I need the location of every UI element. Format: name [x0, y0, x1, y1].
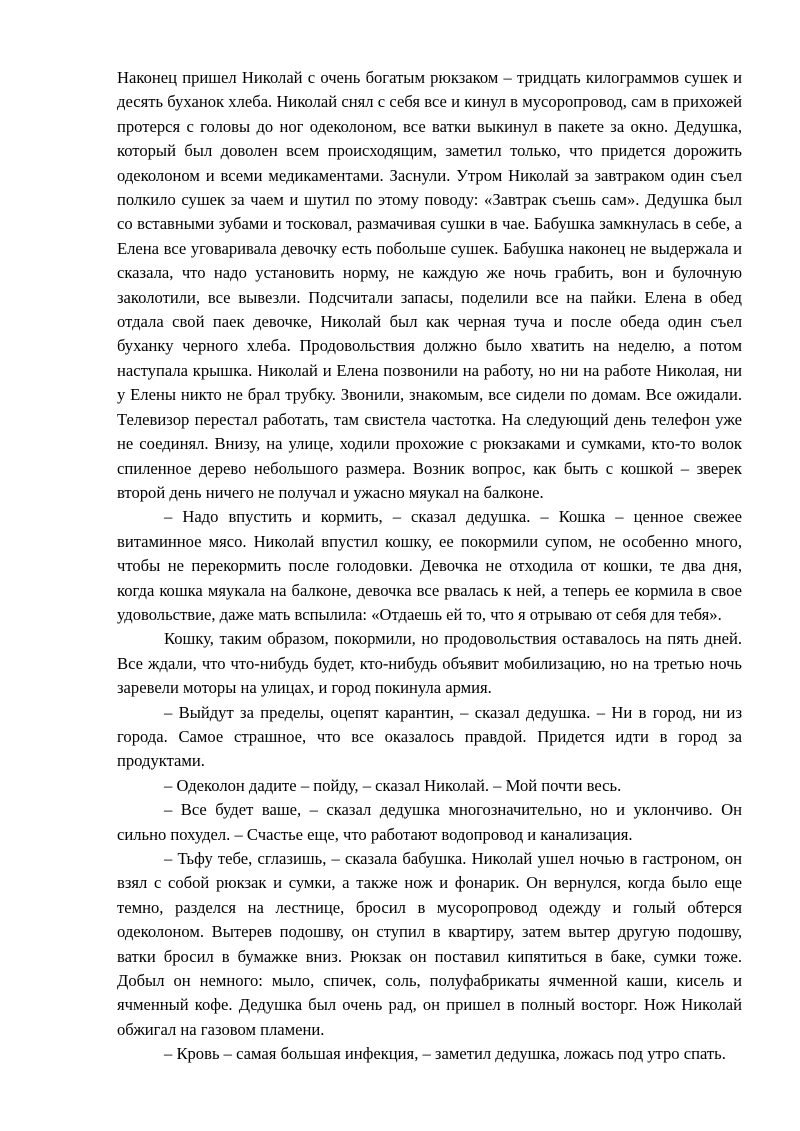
paragraph-8: – Кровь – самая большая инфекция, – заметил дедушка, ложась под утро спать. [164, 1044, 726, 1064]
paragraph-6: – Все будет ваше, – сказал дедушка многозначительно, но и уклончиво. Он сильно похудел. – Счастье еще, что работают водопровод и канализация. [117, 800, 742, 844]
paragraph-3: Кошку, таким образом, покормили, но продовольствия оставалось на пять дней. Все ждали, что что-нибудь будет, кто-нибудь объявит мобилизацию, но на третью ночь заревели моторы на улицах, и город покинула армия. [117, 629, 742, 698]
document-page [117, 66, 742, 1067]
paragraph-4: – Выйдут за пределы, оцепят карантин, – сказал дедушка. – Ни в город, ни из города. Самое страшное, что все оказалось правдой. Придется идти в город за продуктами. [117, 702, 742, 771]
paragraph-7: – Тьфу тебе, сглазишь, – сказала бабушка. Николай ушел ночью в гастроном, он взял с собой рюкзак и сумки, а также нож и фонарик. Он вернулся, когда было еще темно, разделся на лестнице, бросил в мусоропровод одежду и голый обтерся одеколоном. Вытерев подошву, он ступил в квартиру, затем вытер другую подошву, ватки бросил в бумажке вниз. Рюкзак он поставил кипятиться в баке, сумки тоже. Добыл он немного: мыло, спичек, соль, полуфабрикаты ячменной каши, кисель и ячменный кофе. Дедушка был очень рад, он пришел в полный восторг. Нож Николай обжигал на газовом пламени. [117, 849, 742, 1039]
paragraph-5: – Одеколон дадите – пойду, – сказал Николай. – Мой почти весь. [164, 775, 622, 795]
paragraph-1: Наконец пришел Николай с очень богатым рюкзаком – тридцать килограммов сушек и десять буханок хлеба. Николай снял с себя все и кинул в мусоропровод, сам в прихожей протерся с головы до ног одеколоном, все ватки выкинул в пакете за окно. Дедушка, который был доволен всем происходящим, заметил только, что придется дорожить одеколоном и всеми медикаментами. Заснули. Утром Николай за завтраком один съел полкило сушек за чаем и шутил по этому поводу: «Завтрак съешь сам». Дедушка был со вставными зубами и тосковал, размачивая сушки в чае. Бабушка замкнулась в себе, а Елена все уговаривала девочку есть побольше сушек. Бабушка наконец не выдержала и сказала, что надо установить норму, не каждую же ночь грабить, вон и булочную заколотили, все вывезли. Подсчитали запасы, поделили все на пайки. Елена в обед отдала свой паек девочке, Николай был как черная туча и после обеда один съел буханку черного хлеба. Продовольствия должно было хватить на неделю, а потом наступала крышка. Николай и Елена позвонили на работу, но ни на работе Николая, ни у Елены никто не брал трубку. Звонили, знакомым, все сидели по домам. Все ожидали. Телевизор перестал работать, там свистела частотка. На следующий день телефон уже не соединял. Внизу, на улице, ходили прохожие с рюкзаками и сумками, кто-то волок спиленное дерево небольшого размера. Возник вопрос, как быть с кошкой – зверек второй день ничего не получал и ужасно мяукал на балконе. [117, 68, 742, 502]
paragraph-2: – Надо впустить и кормить, – сказал дедушка. – Кошка – ценное свежее витаминное мясо. Николай впустил кошку, ее покормили супом, не особенно много, чтобы не перекормить после голодовки. Девочка не отходила от кошки, те два дня, когда кошка мяукала на балконе, девочка все рвалась к ней, а теперь ее кормила в свое удовольствие, даже мать вспылила: «Отдаешь ей то, что я отрываю от себя для тебя». [117, 507, 742, 624]
